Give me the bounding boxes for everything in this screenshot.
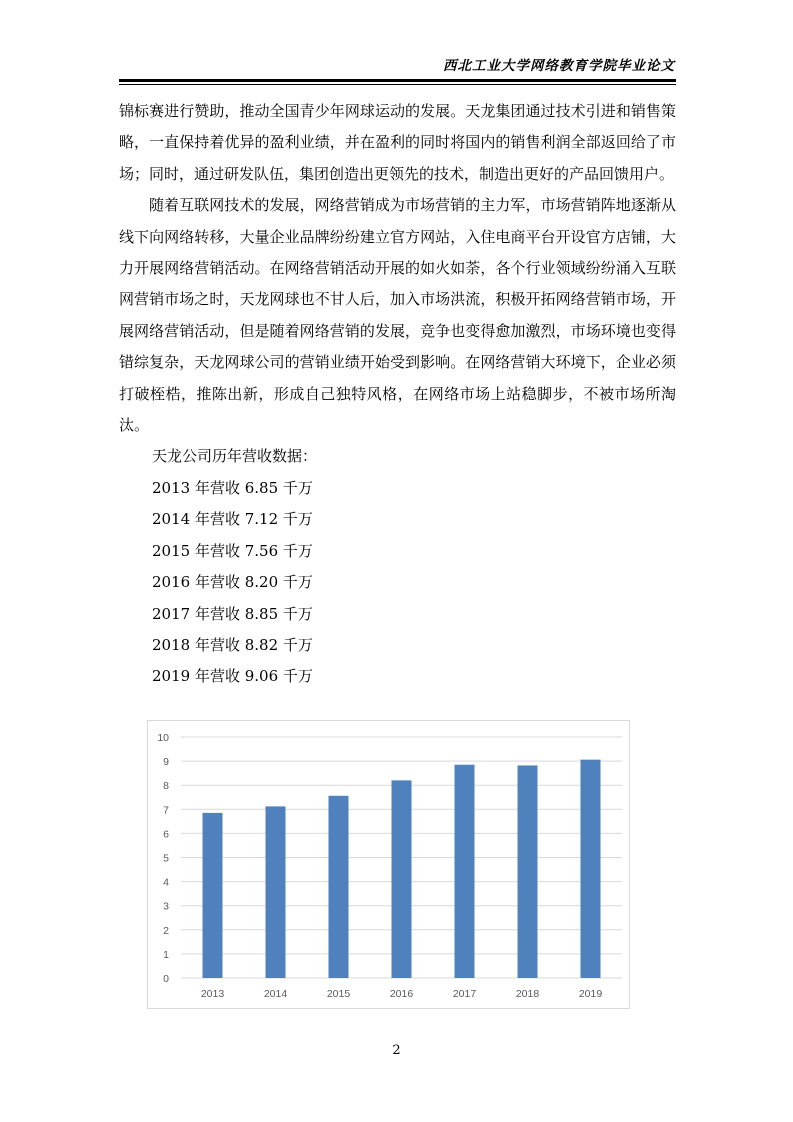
y-tick-label: 9 (163, 756, 169, 769)
y-tick-label: 4 (163, 876, 169, 889)
x-tick-label: 2018 (515, 988, 540, 1000)
revenue-line: 2018 年营收 8.82 千万 (152, 635, 313, 654)
y-tick-label: 6 (163, 828, 169, 841)
running-header-title: 西北工业大学网络教育学院毕业论文 (443, 58, 675, 74)
x-tick-label: 2019 (578, 988, 603, 1000)
y-tick-label: 2 (163, 924, 169, 937)
revenue-line: 2017 年营收 8.85 千万 (152, 604, 313, 623)
page-number: 2 (392, 1043, 401, 1058)
bar-2016 (392, 780, 412, 978)
revenue-line: 2013 年营收 6.85 千万 (152, 478, 313, 497)
x-tick-label: 2017 (452, 988, 477, 1000)
y-tick-label: 8 (163, 780, 169, 793)
header-rule-thin (119, 84, 676, 85)
chart-svg (148, 721, 631, 1010)
revenue-line: 2016 年营收 8.20 千万 (152, 573, 313, 592)
bar-2015 (329, 796, 349, 978)
bar-2014 (266, 806, 286, 978)
x-tick-label: 2013 (200, 988, 225, 1000)
x-tick-label: 2014 (263, 988, 288, 1000)
y-tick-label: 0 (163, 973, 169, 985)
y-tick-label: 7 (163, 804, 169, 817)
revenue-list (119, 473, 676, 693)
y-tick-label: 5 (163, 852, 169, 865)
revenue-line: 2019 年营收 9.06 千万 (152, 667, 313, 686)
body-text (119, 96, 676, 693)
revenue-line: 2015 年营收 7.56 千万 (152, 541, 313, 560)
revenue-line: 2014 年营收 7.12 千万 (152, 510, 313, 529)
paragraph-1: 锦标赛进行赞助，推动全国青少年网球运动的发展。天龙集团通过技术引进和销售策略，一直保持着优异的盈利业绩，并在盈利的同时将国内的销售利润全部返回给了市场；同时，通过研发队伍，集团创造出更领先的技术，制造出更好的产品回馈用户。 (119, 102, 676, 183)
revenue-intro: 天龙公司历年营收数据： (152, 447, 318, 466)
x-tick-label: 2016 (389, 988, 414, 1000)
paragraph-2: 随着互联网技术的发展，网络营销成为市场营销的主力军，市场营销阵地逐渐从线下向网络转移，大量企业品牌纷纷建立官方网站，入住电商平台开设官方店铺，大力开展网络营销活动。在网络营销活动开展的如火如荼，各个行业领域纷纷涌入互联网营销市场之时，天龙网球也不甘人后，加入市场洪流，积极开拓网络营销市场，开展网络营销活动，但是随着网络营销的发展，竞争也变得愈加激烈，市场环境也变得错综复杂，天龙网球公司的营销业绩开始受到影响。在网络营销大环境下，企业必须打破桎梏，推陈出新，形成自己独特风格，在网络市场上站稳脚步，不被市场所淘汰。 (119, 196, 676, 435)
header-rule-thick (119, 79, 676, 82)
revenue-bar-chart (147, 720, 630, 1009)
bar-2017 (455, 765, 475, 978)
x-tick-label: 2015 (326, 988, 351, 1000)
y-tick-label: 1 (163, 948, 169, 961)
bar-2018 (518, 765, 538, 978)
bar-2019 (581, 760, 601, 978)
y-tick-label: 3 (163, 900, 169, 913)
y-tick-label: 10 (157, 732, 169, 744)
bar-2013 (203, 813, 223, 978)
